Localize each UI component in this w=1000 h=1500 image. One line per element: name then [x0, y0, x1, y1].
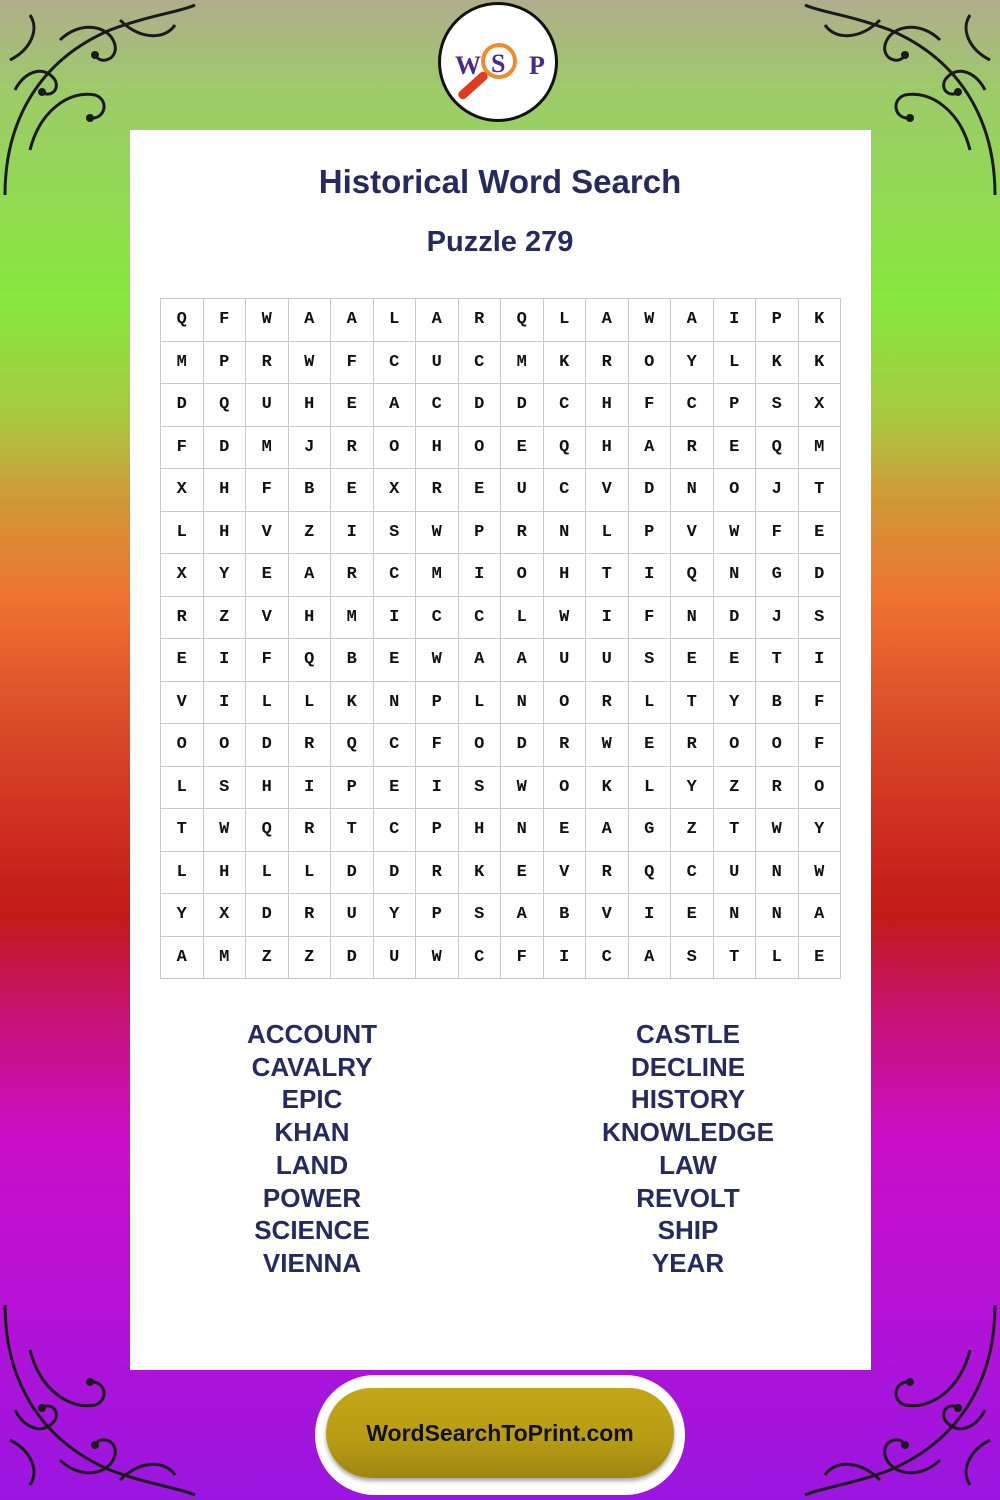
grid-cell[interactable]: E [543, 809, 586, 852]
grid-cell[interactable]: A [288, 554, 331, 597]
grid-cell[interactable]: R [416, 851, 459, 894]
grid-cell[interactable]: S [671, 936, 714, 979]
grid-cell[interactable]: R [458, 299, 501, 342]
grid-cell[interactable]: H [203, 851, 246, 894]
word-list-left [162, 1018, 462, 1280]
grid-cell[interactable]: E [373, 639, 416, 682]
grid-cell[interactable]: Y [798, 809, 841, 852]
grid-cell[interactable]: L [458, 681, 501, 724]
grid-cell[interactable]: M [161, 341, 204, 384]
grid-row [161, 766, 841, 809]
grid-row [161, 596, 841, 639]
grid-cell[interactable]: U [373, 936, 416, 979]
grid-cell[interactable]: X [161, 469, 204, 512]
grid-cell[interactable]: D [331, 936, 374, 979]
grid-cell[interactable]: X [798, 384, 841, 427]
grid-cell[interactable]: P [713, 384, 756, 427]
grid-cell[interactable]: N [756, 851, 799, 894]
grid-cell[interactable]: P [628, 511, 671, 554]
word-item: KHAN [274, 1117, 350, 1148]
grid-cell[interactable]: Y [161, 894, 204, 937]
word-list-right [538, 1018, 838, 1280]
grid-cell[interactable]: A [501, 894, 544, 937]
grid-cell[interactable]: E [458, 469, 501, 512]
grid-cell[interactable]: L [713, 341, 756, 384]
grid-cell[interactable]: F [628, 596, 671, 639]
grid-cell[interactable]: T [713, 809, 756, 852]
word-item: YEAR [651, 1247, 725, 1278]
grid-cell[interactable]: D [373, 851, 416, 894]
grid-cell[interactable]: N [543, 511, 586, 554]
grid-cell[interactable]: I [373, 596, 416, 639]
grid-cell[interactable]: S [628, 639, 671, 682]
grid-cell[interactable]: Q [161, 299, 204, 342]
grid-cell[interactable]: T [713, 936, 756, 979]
grid-row [161, 341, 841, 384]
grid-cell[interactable]: I [798, 639, 841, 682]
grid-cell[interactable]: H [288, 596, 331, 639]
grid-cell[interactable]: N [713, 554, 756, 597]
grid-cell[interactable]: Q [331, 724, 374, 767]
word-item: ACCOUNT [247, 1019, 377, 1049]
grid-cell[interactable]: W [756, 809, 799, 852]
grid-cell[interactable]: K [543, 341, 586, 384]
grid-cell[interactable]: E [331, 384, 374, 427]
grid-cell[interactable]: G [756, 554, 799, 597]
grid-cell[interactable]: E [501, 426, 544, 469]
grid-cell[interactable]: N [756, 894, 799, 937]
grid-cell[interactable]: W [798, 851, 841, 894]
grid-cell[interactable]: N [713, 894, 756, 937]
word-item: CAVALRY [251, 1051, 373, 1082]
grid-cell[interactable]: C [458, 936, 501, 979]
grid-cell[interactable]: K [756, 341, 799, 384]
grid-cell[interactable]: R [288, 809, 331, 852]
grid-cell[interactable]: Z [203, 596, 246, 639]
grid-cell[interactable]: R [331, 426, 374, 469]
logo-letter-w: W [455, 51, 481, 80]
grid-cell[interactable]: B [288, 469, 331, 512]
grid-cell[interactable]: N [671, 596, 714, 639]
grid-cell[interactable]: S [203, 766, 246, 809]
grid-cell[interactable]: W [501, 766, 544, 809]
grid-cell[interactable]: I [713, 299, 756, 342]
grid-cell[interactable]: A [586, 809, 629, 852]
grid-cell[interactable]: R [416, 469, 459, 512]
grid-cell[interactable]: D [246, 894, 289, 937]
grid-cell[interactable]: R [288, 894, 331, 937]
grid-cell[interactable]: D [161, 384, 204, 427]
grid-cell[interactable]: W [586, 724, 629, 767]
grid-cell[interactable]: C [373, 809, 416, 852]
grid-cell[interactable]: K [798, 341, 841, 384]
grid-cell[interactable]: D [713, 596, 756, 639]
grid-cell[interactable]: W [288, 341, 331, 384]
grid-cell[interactable]: T [331, 809, 374, 852]
word-item: SCIENCE [254, 1215, 370, 1246]
grid-cell[interactable]: F [798, 681, 841, 724]
grid-row [161, 724, 841, 767]
grid-cell[interactable]: P [416, 894, 459, 937]
grid-cell[interactable]: E [671, 894, 714, 937]
word-item: HISTORY [630, 1084, 746, 1115]
grid-cell[interactable]: Q [501, 299, 544, 342]
grid-cell[interactable]: O [203, 724, 246, 767]
grid-cell[interactable]: U [331, 894, 374, 937]
grid-cell[interactable]: A [331, 299, 374, 342]
grid-cell[interactable]: L [246, 681, 289, 724]
grid-cell[interactable]: F [203, 299, 246, 342]
grid-cell[interactable]: V [543, 851, 586, 894]
grid-cell[interactable]: C [416, 384, 459, 427]
grid-cell[interactable]: D [501, 384, 544, 427]
grid-cell[interactable]: K [798, 299, 841, 342]
grid-cell[interactable]: R [586, 681, 629, 724]
grid-cell[interactable]: A [628, 426, 671, 469]
grid-cell[interactable]: L [288, 681, 331, 724]
grid-cell[interactable]: H [458, 809, 501, 852]
grid-cell[interactable]: O [458, 426, 501, 469]
grid-cell[interactable]: A [501, 639, 544, 682]
grid-cell[interactable]: J [756, 469, 799, 512]
grid-cell[interactable]: W [713, 511, 756, 554]
grid-cell[interactable]: D [203, 426, 246, 469]
grid-cell[interactable]: I [458, 554, 501, 597]
word-item: EPIC [281, 1084, 343, 1115]
grid-cell[interactable]: B [543, 894, 586, 937]
grid-cell[interactable]: H [586, 426, 629, 469]
puzzle-number: Puzzle 279 [426, 226, 574, 258]
grid-cell[interactable]: O [543, 766, 586, 809]
wsp-logo [438, 2, 558, 122]
grid-cell[interactable]: L [628, 681, 671, 724]
grid-cell[interactable]: I [543, 936, 586, 979]
grid-cell[interactable]: Y [671, 766, 714, 809]
page-title: Historical Word Search [318, 163, 682, 200]
grid-cell[interactable]: T [161, 809, 204, 852]
grid-cell[interactable]: F [756, 511, 799, 554]
grid-cell[interactable]: Q [543, 426, 586, 469]
grid-cell[interactable]: I [331, 511, 374, 554]
grid-cell[interactable]: E [246, 554, 289, 597]
grid-cell[interactable]: D [331, 851, 374, 894]
grid-cell[interactable]: I [628, 554, 671, 597]
grid-row [161, 384, 841, 427]
grid-cell[interactable]: J [756, 596, 799, 639]
grid-cell[interactable]: H [203, 511, 246, 554]
grid-cell[interactable]: Y [373, 894, 416, 937]
grid-cell[interactable]: Z [246, 936, 289, 979]
word-item: LAND [275, 1149, 349, 1180]
grid-cell[interactable]: R [246, 341, 289, 384]
grid-row [161, 851, 841, 894]
grid-cell[interactable]: O [713, 724, 756, 767]
grid-cell[interactable]: W [416, 511, 459, 554]
word-item: SHIP [657, 1215, 719, 1246]
grid-cell[interactable]: L [756, 936, 799, 979]
grid-cell[interactable]: H [288, 384, 331, 427]
grid-cell[interactable]: R [288, 724, 331, 767]
grid-cell[interactable]: U [586, 639, 629, 682]
grid-row [161, 809, 841, 852]
grid-cell[interactable]: F [798, 724, 841, 767]
grid-cell[interactable]: I [416, 766, 459, 809]
grid-cell[interactable]: O [543, 681, 586, 724]
grid-cell[interactable]: Y [713, 681, 756, 724]
grid-cell[interactable]: R [161, 596, 204, 639]
grid-cell[interactable]: L [246, 851, 289, 894]
grid-cell[interactable]: M [203, 936, 246, 979]
grid-cell[interactable]: W [203, 809, 246, 852]
grid-row [161, 469, 841, 512]
grid-row [161, 894, 841, 937]
grid-cell[interactable]: O [373, 426, 416, 469]
grid-cell[interactable]: O [628, 341, 671, 384]
grid-cell[interactable]: U [246, 384, 289, 427]
grid-cell[interactable]: M [501, 341, 544, 384]
grid-cell[interactable]: P [416, 809, 459, 852]
grid-cell[interactable]: P [416, 681, 459, 724]
grid-cell[interactable]: X [161, 554, 204, 597]
grid-cell[interactable]: D [246, 724, 289, 767]
grid-cell[interactable]: M [331, 596, 374, 639]
grid-cell[interactable]: E [161, 639, 204, 682]
grid-cell[interactable]: L [501, 596, 544, 639]
grid-cell[interactable]: P [331, 766, 374, 809]
grid-cell[interactable]: S [798, 596, 841, 639]
grid-cell[interactable]: R [586, 341, 629, 384]
grid-cell[interactable]: A [798, 894, 841, 937]
grid-cell[interactable]: I [586, 596, 629, 639]
grid-cell[interactable]: A [161, 936, 204, 979]
grid-cell[interactable]: C [373, 341, 416, 384]
grid-cell[interactable]: Y [203, 554, 246, 597]
grid-cell[interactable]: E [713, 639, 756, 682]
grid-cell[interactable]: V [161, 681, 204, 724]
grid-cell[interactable]: K [458, 851, 501, 894]
grid-cell[interactable]: L [373, 299, 416, 342]
grid-cell[interactable]: N [373, 681, 416, 724]
grid-cell[interactable]: N [671, 469, 714, 512]
grid-cell[interactable]: C [671, 851, 714, 894]
grid-cell[interactable]: E [331, 469, 374, 512]
grid-cell[interactable]: H [543, 554, 586, 597]
grid-cell[interactable]: C [458, 341, 501, 384]
grid-cell[interactable]: N [501, 681, 544, 724]
grid-cell[interactable]: S [373, 511, 416, 554]
grid-cell[interactable]: W [416, 639, 459, 682]
grid-cell[interactable]: R [586, 851, 629, 894]
grid-cell[interactable]: A [586, 299, 629, 342]
grid-cell[interactable]: A [288, 299, 331, 342]
grid-cell[interactable]: I [203, 639, 246, 682]
grid-cell[interactable]: Z [713, 766, 756, 809]
grid-cell[interactable]: B [756, 681, 799, 724]
grid-cell[interactable]: C [543, 384, 586, 427]
grid-row [161, 511, 841, 554]
grid-cell[interactable]: Z [288, 511, 331, 554]
grid-cell[interactable]: P [756, 299, 799, 342]
grid-cell[interactable]: X [373, 469, 416, 512]
grid-cell[interactable]: F [161, 426, 204, 469]
grid-cell[interactable]: M [798, 426, 841, 469]
grid-cell[interactable]: B [331, 639, 374, 682]
grid-cell[interactable]: D [628, 469, 671, 512]
grid-cell[interactable]: E [713, 426, 756, 469]
grid-row [161, 936, 841, 979]
grid-cell[interactable]: S [458, 894, 501, 937]
grid-cell[interactable]: C [458, 596, 501, 639]
grid-cell[interactable]: U [501, 469, 544, 512]
grid-row [161, 681, 841, 724]
grid-cell[interactable]: O [161, 724, 204, 767]
grid-row [161, 426, 841, 469]
grid-cell[interactable]: L [161, 851, 204, 894]
grid-cell[interactable]: F [246, 639, 289, 682]
grid-cell[interactable]: F [501, 936, 544, 979]
grid-cell[interactable]: M [416, 554, 459, 597]
grid-cell[interactable]: V [246, 511, 289, 554]
grid-cell[interactable]: Q [288, 639, 331, 682]
grid-cell[interactable]: U [713, 851, 756, 894]
word-item: LAW [659, 1149, 717, 1180]
grid-cell[interactable]: C [671, 384, 714, 427]
logo-letter-s: S [491, 49, 506, 78]
grid-cell[interactable]: S [458, 766, 501, 809]
grid-cell[interactable]: Q [246, 809, 289, 852]
grid-cell[interactable]: K [331, 681, 374, 724]
grid-cell[interactable]: E [671, 639, 714, 682]
grid-cell[interactable]: R [756, 766, 799, 809]
grid-cell[interactable]: T [671, 681, 714, 724]
grid-cell[interactable]: T [798, 469, 841, 512]
grid-cell[interactable]: G [628, 809, 671, 852]
grid-cell[interactable]: L [543, 299, 586, 342]
grid-cell[interactable]: L [161, 511, 204, 554]
grid-cell[interactable]: V [586, 469, 629, 512]
grid-cell[interactable]: R [671, 426, 714, 469]
grid-cell[interactable]: D [501, 724, 544, 767]
grid-cell[interactable]: U [543, 639, 586, 682]
word-item: CASTLE [636, 1019, 740, 1049]
grid-cell[interactable]: H [246, 766, 289, 809]
grid-cell[interactable]: R [543, 724, 586, 767]
grid-cell[interactable]: I [288, 766, 331, 809]
grid-cell[interactable]: V [246, 596, 289, 639]
grid-cell[interactable]: C [586, 936, 629, 979]
grid-cell[interactable]: A [671, 299, 714, 342]
grid-cell[interactable]: H [203, 469, 246, 512]
grid-cell[interactable]: F [628, 384, 671, 427]
grid-cell[interactable]: H [586, 384, 629, 427]
grid-cell[interactable]: Y [671, 341, 714, 384]
grid-cell[interactable]: M [246, 426, 289, 469]
grid-cell[interactable]: R [501, 511, 544, 554]
grid-cell[interactable]: O [458, 724, 501, 767]
grid-cell[interactable]: L [628, 766, 671, 809]
grid-cell[interactable]: L [288, 851, 331, 894]
grid-cell[interactable]: I [203, 681, 246, 724]
grid-cell[interactable]: H [416, 426, 459, 469]
word-item: DECLINE [630, 1051, 746, 1082]
grid-cell[interactable]: J [288, 426, 331, 469]
grid-cell[interactable]: D [798, 554, 841, 597]
word-item: KNOWLEDGE [602, 1117, 774, 1148]
grid-cell[interactable]: E [798, 936, 841, 979]
grid-cell[interactable]: N [501, 809, 544, 852]
grid-cell[interactable]: P [458, 511, 501, 554]
grid-cell[interactable]: O [798, 766, 841, 809]
grid-cell[interactable]: S [756, 384, 799, 427]
grid-cell[interactable]: E [628, 724, 671, 767]
grid-cell[interactable]: W [246, 299, 289, 342]
grid-cell[interactable]: F [331, 341, 374, 384]
grid-cell[interactable]: T [756, 639, 799, 682]
site-name: WordSearchToPrint.com [366, 1419, 634, 1446]
letter-grid [160, 298, 841, 979]
grid-cell[interactable]: O [713, 469, 756, 512]
grid-cell[interactable]: E [373, 766, 416, 809]
grid-cell[interactable]: D [458, 384, 501, 427]
grid-cell[interactable]: A [628, 936, 671, 979]
grid-cell[interactable]: R [671, 724, 714, 767]
word-item: POWER [262, 1182, 362, 1213]
grid-cell[interactable]: F [416, 724, 459, 767]
grid-cell[interactable]: P [203, 341, 246, 384]
grid-cell[interactable]: V [671, 511, 714, 554]
grid-cell[interactable]: C [543, 469, 586, 512]
grid-cell[interactable]: L [586, 511, 629, 554]
grid-cell[interactable]: Q [671, 554, 714, 597]
grid-cell[interactable]: Q [628, 851, 671, 894]
word-item: VIENNA [262, 1247, 362, 1278]
grid-cell[interactable]: O [756, 724, 799, 767]
grid-cell[interactable]: W [543, 596, 586, 639]
grid-cell[interactable]: W [628, 299, 671, 342]
grid-cell[interactable]: K [586, 766, 629, 809]
grid-cell[interactable]: C [416, 596, 459, 639]
grid-row [161, 554, 841, 597]
grid-row [161, 639, 841, 682]
grid-row [161, 299, 841, 342]
grid-cell[interactable]: U [416, 341, 459, 384]
grid-cell[interactable]: O [501, 554, 544, 597]
grid-cell[interactable]: T [586, 554, 629, 597]
grid-cell[interactable]: Z [288, 936, 331, 979]
grid-cell[interactable]: C [373, 724, 416, 767]
grid-cell[interactable]: C [373, 554, 416, 597]
grid-cell[interactable]: L [161, 766, 204, 809]
grid-cell[interactable]: R [331, 554, 374, 597]
grid-cell[interactable]: W [416, 936, 459, 979]
grid-cell[interactable]: F [246, 469, 289, 512]
grid-cell[interactable]: I [628, 894, 671, 937]
word-item: REVOLT [636, 1182, 740, 1213]
grid-cell[interactable]: Q [756, 426, 799, 469]
grid-cell[interactable]: X [203, 894, 246, 937]
grid-cell[interactable]: A [458, 639, 501, 682]
site-banner[interactable] [326, 1388, 674, 1478]
logo-letter-p: P [529, 51, 545, 80]
grid-cell[interactable]: Q [203, 384, 246, 427]
grid-cell[interactable]: V [586, 894, 629, 937]
grid-cell[interactable]: E [798, 511, 841, 554]
grid-cell[interactable]: Z [671, 809, 714, 852]
grid-cell[interactable]: E [501, 851, 544, 894]
grid-cell[interactable]: A [416, 299, 459, 342]
grid-cell[interactable]: A [373, 384, 416, 427]
